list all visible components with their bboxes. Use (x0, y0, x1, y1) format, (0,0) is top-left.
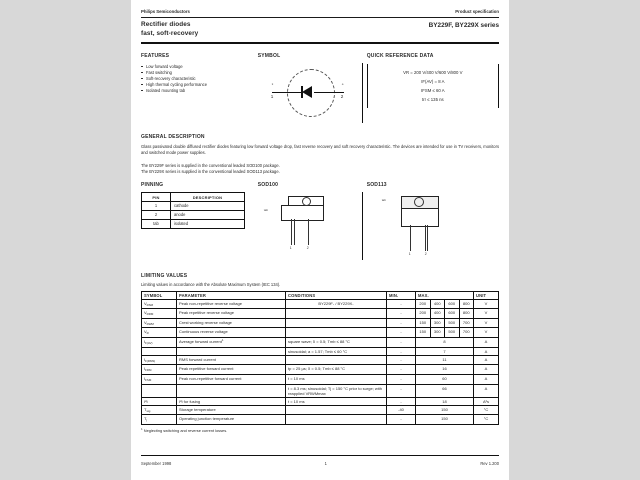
company-name: Philips Semiconductors (141, 9, 190, 14)
header-rule-thick (141, 42, 499, 44)
row-conditions (286, 415, 387, 425)
col-symbol: SYMBOL (142, 291, 177, 299)
page-header (131, 0, 509, 44)
package-column-divider (362, 192, 363, 260)
quick-reference-row: IFSM ≤ 60 A (421, 88, 445, 94)
row-max: 600 (445, 299, 460, 309)
row-min: - (387, 374, 416, 384)
pin-number: 1 (142, 201, 171, 210)
row-symbol (142, 347, 177, 355)
diode-triangle-icon (302, 86, 312, 98)
quick-reference-box (367, 64, 499, 108)
row-conditions: t = 10 ms (286, 397, 387, 405)
row-parameter: Storage temperature (177, 405, 286, 415)
row-symbol (142, 384, 177, 397)
table-row (142, 355, 499, 365)
sod113-lead-2a (425, 225, 426, 251)
footer-revision: Rev 1.200 (480, 460, 499, 466)
row-min: - (387, 309, 416, 319)
row-min: -40 (387, 405, 416, 415)
footer-date: September 1998 (141, 460, 172, 466)
subscript: RWM (146, 321, 154, 326)
row-min: - (387, 397, 416, 405)
row-unit: V (474, 299, 499, 309)
page-title (141, 21, 198, 38)
pin-description: isolated (171, 219, 245, 228)
row-max: 700 (459, 318, 474, 328)
document-type: Product specification (455, 9, 499, 14)
table-row (142, 299, 499, 309)
row-parameter: Peak repetitive reverse voltage (177, 309, 286, 319)
row-max: 60 (416, 374, 474, 384)
row-max: 200 (416, 309, 431, 319)
row-parameter: RMS forward current (177, 355, 286, 365)
row-unit: A (474, 338, 499, 348)
row-parameter-text: Average forward current (179, 339, 222, 345)
header-top-row (141, 0, 499, 14)
sod113-lead-1 (410, 225, 411, 251)
page-title-line2: fast, soft-recovery (141, 30, 199, 37)
row-max: 500 (445, 318, 460, 328)
row-max: 700 (459, 328, 474, 338)
row-conditions: t = 8.3 ms; sinusoidal; Tj = 150 °C prior to surge; with reapplied VRWMmax (286, 384, 387, 397)
row-max: 150 (416, 405, 474, 415)
features-heading: FEATURES (141, 52, 170, 59)
row-max: 11 (416, 355, 474, 365)
subscript: F(AV) (145, 341, 153, 346)
pinning-table (141, 192, 245, 228)
row-symbol: $I_{FRM}$ (142, 365, 177, 375)
pin-description: anode (171, 210, 245, 219)
row-max: 800 (459, 299, 474, 309)
row-max: 8 (416, 338, 474, 348)
table-row (142, 384, 499, 397)
pinning-section (141, 182, 258, 264)
row-parameter (177, 347, 286, 355)
list-item: Soft-recovery characteristic (141, 76, 258, 82)
features-list (141, 64, 258, 94)
row-max: 150 (416, 328, 431, 338)
row-unit: V (474, 309, 499, 319)
sod113-lead-2b (427, 225, 428, 251)
row-max: 300 (430, 318, 445, 328)
table-row (142, 374, 499, 384)
package-sod100-drawing (258, 192, 367, 264)
col-min: MIN. (387, 291, 416, 299)
row-parameter: Peak non-repetitive reverse voltage (177, 299, 286, 309)
package-sod100-section (258, 182, 367, 264)
general-description-paragraph: Glass passivated double diffused rectifier diodes featuring low forward voltage drop, fast reverse recovery and soft recovery characteristic. The devices are intended for use in TV receivers, monitors and switched mode power supplies. (141, 144, 499, 156)
list-item: High thermal cycling performance (141, 82, 258, 88)
table-header-row (142, 291, 499, 299)
row-unit: V (474, 318, 499, 328)
limiting-values-table (141, 291, 499, 425)
symbol-pin2-tag: a (341, 82, 344, 87)
row-unit: °C (474, 415, 499, 425)
row-parameter: I²t for fusing (177, 397, 286, 405)
row-symbol: $V_R$ (142, 328, 177, 338)
row-min: - (387, 365, 416, 375)
limiting-values-heading: LIMITING VALUES (141, 273, 188, 280)
row-unit: A (474, 365, 499, 375)
subscript: R (146, 331, 149, 336)
row-min: - (387, 318, 416, 328)
page-title-line1: Rectifier diodes (141, 21, 191, 29)
quick-reference-heading: QUICK REFERENCE DATA (366, 52, 434, 59)
limiting-values-subtitle: Limiting values in accordance with the Absolute Maximum System (IEC 134). (141, 282, 281, 288)
row-min: - (387, 355, 416, 365)
table-row (142, 365, 499, 375)
symbol-section (258, 53, 367, 125)
table-row (142, 210, 245, 219)
row-min: - (387, 347, 416, 355)
table-row (142, 397, 499, 405)
header-rule-thin (141, 17, 499, 18)
limiting-values-section (131, 273, 509, 434)
symbol-pin1-number: 1 (270, 94, 274, 100)
list-item: Isolated mounting tab (141, 88, 258, 94)
quick-reference-section (367, 53, 499, 125)
table-row (142, 219, 245, 228)
symbol-heading: SYMBOL (257, 52, 281, 59)
row-conditions: tp = 25 µs; δ = 0.5; Tmb ≤ 88 °C (286, 365, 387, 375)
row-min: - (387, 384, 416, 397)
row-parameter: Operating junction temperature (177, 415, 286, 425)
features-section (141, 53, 258, 125)
list-item: Low forward voltage (141, 64, 258, 70)
row-type-header: BY229F- / BY229X- (286, 299, 387, 309)
sod100-pin1-number: 1 (289, 246, 292, 251)
footer-rule (141, 455, 499, 456)
footnote-text: Neglecting switching and reverse current losses. (143, 427, 228, 433)
row-symbol: $I_{F(RMS)}$ (142, 355, 177, 365)
general-description-package-line1: The BY229F series is supplied in the conventional leaded SOD100 package. (141, 162, 280, 168)
footnote-marker: 1 (141, 426, 143, 431)
sod100-body (281, 205, 324, 221)
package-sod113-section (367, 182, 499, 264)
package-sod100-title: SOD100 (257, 181, 279, 188)
row-min: - (387, 299, 416, 309)
row-max: 200 (416, 299, 431, 309)
package-sod113-drawing (367, 192, 499, 264)
row-max: 400 (430, 309, 445, 319)
row-symbol: $I_{F(AV)}$ (142, 338, 177, 348)
row-unit: A (474, 384, 499, 397)
package-sod113-title: SOD113 (366, 181, 387, 188)
sod113-pin1-number: 1 (408, 252, 411, 257)
sod113-body (401, 208, 439, 227)
row-conditions: square wave; δ = 0.5; Tmb ≤ 88 °C (286, 338, 387, 348)
row-conditions (286, 355, 387, 365)
row-max: 500 (445, 328, 460, 338)
row-conditions (286, 405, 387, 415)
row-max: 150 (416, 415, 474, 425)
row-max: 7 (416, 347, 474, 355)
sod100-lead-2 (308, 219, 309, 245)
row-symbol: $T_{stg}$ (142, 405, 177, 415)
pinning-heading: PINNING (141, 181, 164, 188)
col-parameter: PARAMETER (177, 291, 286, 299)
symbol-lead-left (272, 92, 302, 93)
row-symbol: $I_{FSM}$ (142, 374, 177, 384)
table-row (142, 405, 499, 415)
subscript: FSM (145, 377, 152, 382)
part-series: BY229F, BY229X series (428, 22, 499, 30)
row-unit: A²s (474, 397, 499, 405)
row-max: 150 (416, 318, 431, 328)
symbol-lead-right (314, 92, 344, 93)
sod113-mounting-hole-icon (414, 197, 424, 207)
row-unit: A (474, 374, 499, 384)
footer-page-number: 1 (324, 460, 327, 466)
row-parameter: Peak repetitive forward current (177, 365, 286, 375)
subscript: RRM (146, 312, 154, 317)
features-symbol-band (131, 53, 509, 125)
sod100-lead-1a (291, 219, 292, 245)
subscript: stg (146, 408, 151, 413)
table-row (142, 309, 499, 319)
symbol-pin2-number: 2 (340, 94, 344, 100)
row-max: 800 (459, 309, 474, 319)
row-parameter (177, 338, 286, 348)
row-max: 600 (445, 309, 460, 319)
row-unit: °C (474, 405, 499, 415)
pin-description: cathode (171, 201, 245, 210)
table-row (142, 338, 499, 348)
sod113-tab-label: tab (381, 198, 386, 203)
general-description-section (131, 134, 509, 175)
col-conditions: CONDITIONS (286, 291, 387, 299)
diode-symbol-diagram (258, 63, 367, 125)
table-row (142, 347, 499, 355)
quick-reference-row: IF(AV) = 8 A (421, 79, 445, 85)
col-unit: UNIT (474, 291, 499, 299)
list-item: Fast switching (141, 70, 258, 76)
row-parameter (177, 384, 286, 397)
footnote-marker: 1 (221, 338, 224, 343)
row-max: 300 (430, 328, 445, 338)
subscript: j (146, 418, 148, 423)
sod100-mounting-hole-icon (302, 197, 311, 206)
general-description-package-line2: The BY229X series is supplied in the conventional leaded SOD113 package. (141, 168, 280, 174)
row-min: - (387, 415, 416, 425)
sod100-tab-label: tab (263, 208, 269, 213)
table-row (142, 318, 499, 328)
row-unit: A (474, 347, 499, 355)
row-max: 66 (416, 384, 474, 397)
row-min: - (387, 338, 416, 348)
row-max: 400 (430, 299, 445, 309)
table-header-row (142, 193, 245, 202)
row-conditions (286, 318, 387, 328)
row-symbol: I²t (142, 397, 177, 405)
table-row (142, 415, 499, 425)
table-row (142, 201, 245, 210)
pinning-col-pin: PIN (142, 193, 171, 202)
row-symbol: $V_{RSM}$ (142, 299, 177, 309)
row-max: 18 (416, 397, 474, 405)
quick-reference-row: VR = 200 V/400 V/600 V/800 V (403, 70, 463, 76)
pinning-package-band (131, 182, 509, 264)
sod100-pin2-number: 2 (306, 246, 309, 251)
row-parameter: Continuous reverse voltage (177, 328, 286, 338)
row-symbol: $V_{RWM}$ (142, 318, 177, 328)
row-unit: V (474, 328, 499, 338)
datasheet-page (131, 0, 509, 480)
subscript: F(RMS) (145, 358, 156, 363)
row-symbol: $T_j$ (142, 415, 177, 425)
pinning-col-description: DESCRIPTION (171, 193, 245, 202)
row-unit: A (474, 355, 499, 365)
col-max: MAX. (416, 291, 474, 299)
general-description-heading: GENERAL DESCRIPTION (141, 134, 205, 141)
row-conditions (286, 328, 387, 338)
pin-number: 2 (142, 210, 171, 219)
row-parameter: Peak non-repetitive forward current (177, 374, 286, 384)
table-footnote (141, 428, 499, 434)
row-symbol: $V_{RRM}$ (142, 309, 177, 319)
sod100-lead-1b (294, 219, 295, 245)
row-max: 16 (416, 365, 474, 375)
header-title-row (141, 21, 499, 38)
row-conditions: t = 10 ms (286, 374, 387, 384)
table-row (142, 328, 499, 338)
subscript: FRM (145, 368, 152, 373)
symbol-pin1-tag: k (271, 82, 274, 87)
row-conditions: sinusoidal; a = 1.57; Tmb ≤ 60 °C (286, 347, 387, 355)
symbol-column-divider (362, 63, 363, 123)
row-conditions (286, 309, 387, 319)
subscript: RSM (146, 302, 154, 307)
sod113-pin2-number: 2 (424, 252, 427, 257)
row-parameter: Crest working reverse voltage (177, 318, 286, 328)
page-footer (141, 461, 499, 466)
row-min: - (387, 328, 416, 338)
pin-number: tab (142, 219, 171, 228)
quick-reference-row: trr ≤ 135 ns (421, 97, 444, 103)
